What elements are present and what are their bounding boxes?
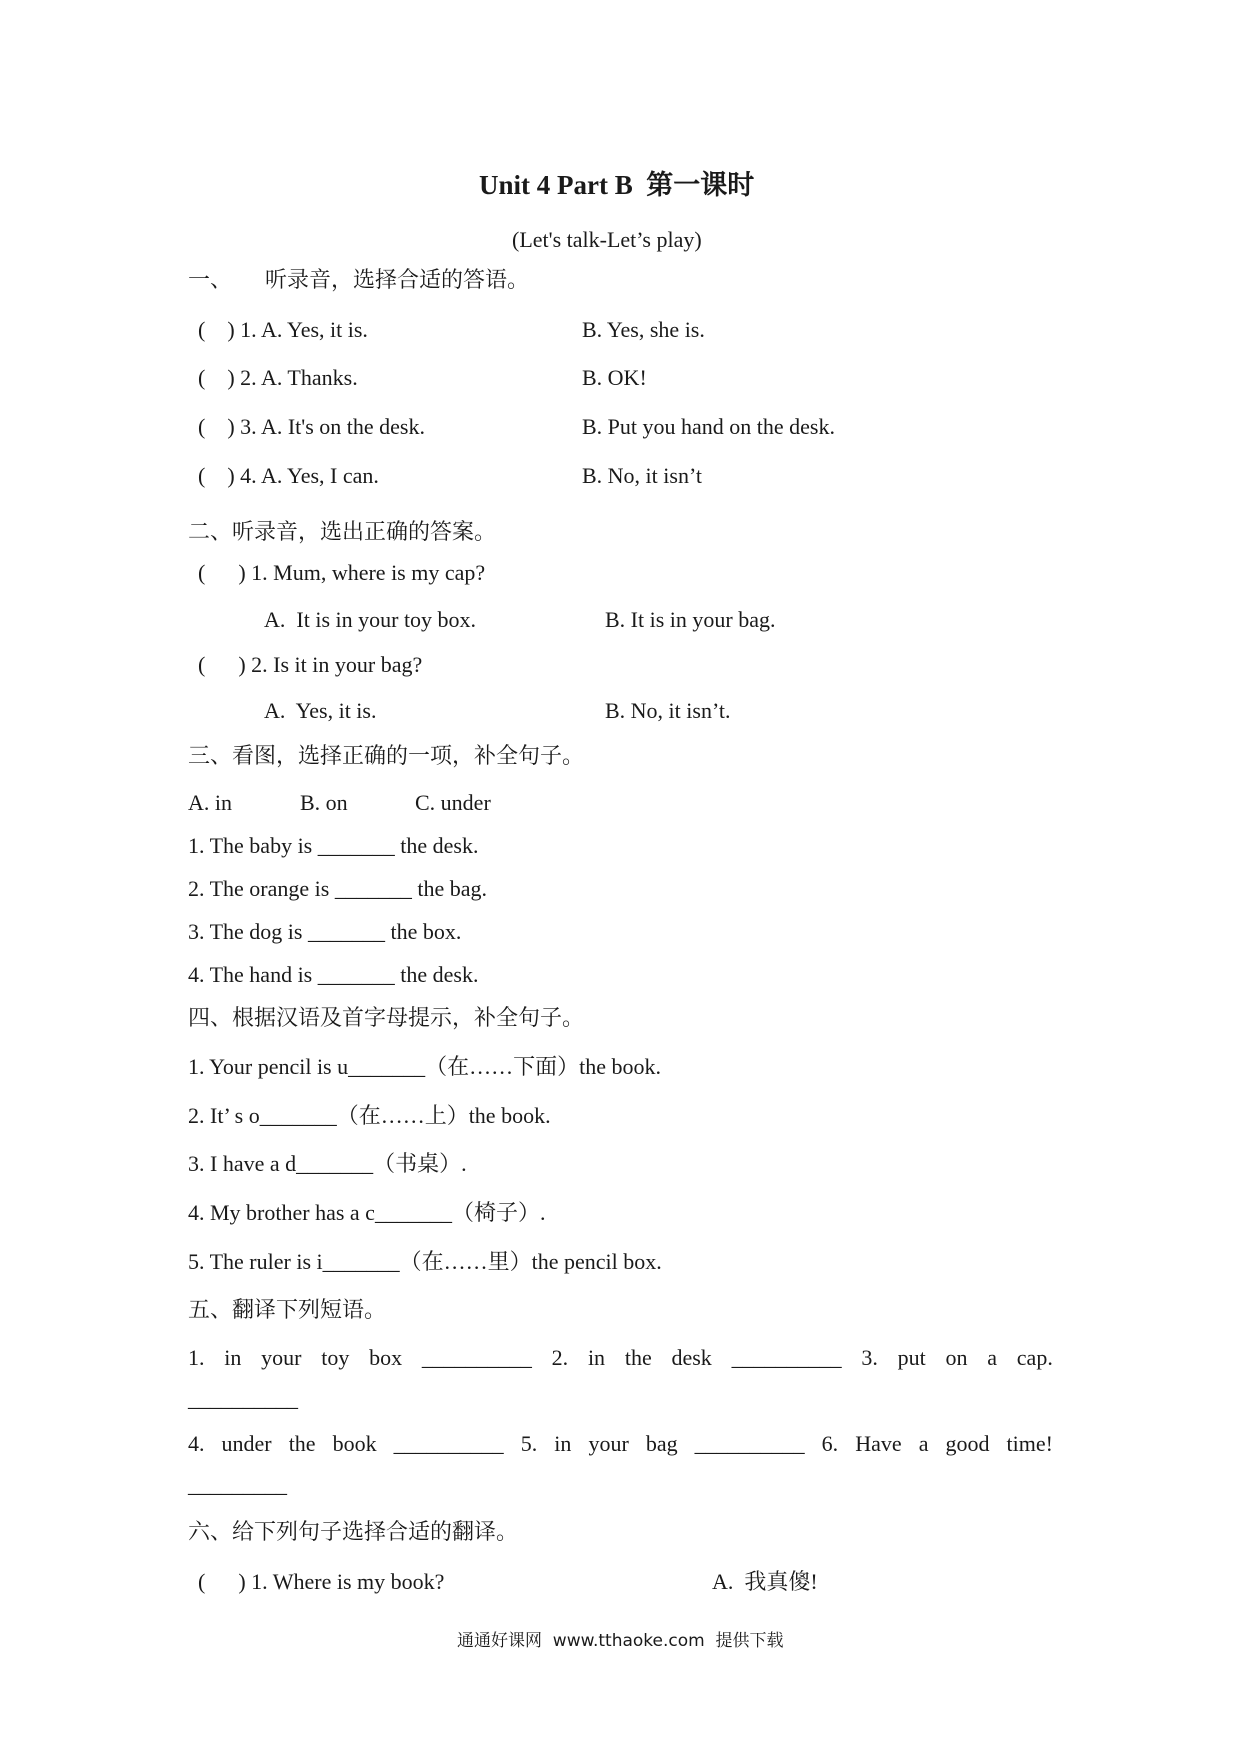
s1-q3: ( ) 3. A. It's on the desk. [198, 414, 425, 439]
s3-option-a: A. in [188, 790, 232, 815]
s5-row-1-word: in [587, 1345, 606, 1370]
s5-row-2-word: Have [855, 1431, 902, 1456]
s3-item-3: 3. The dog is _______ the box. [188, 919, 462, 944]
s3-item-1: 1. The baby is _______ the desk. [188, 833, 479, 858]
s5-row-2-word: book [332, 1431, 377, 1456]
section-6-heading: 六、给下列句子选择合适的翻译。 [188, 1519, 519, 1544]
s3-option-b: B. on [300, 790, 348, 815]
section-1-heading: 一、 听录音，选择合适的答语。 [188, 267, 530, 292]
s1-q4: ( ) 4. A. Yes, I can. [198, 463, 379, 488]
s5-row-1-word: put [897, 1345, 926, 1370]
s5-row-1-word: a [987, 1345, 998, 1370]
s2-q2-option-a: A. Yes, it is. [264, 698, 377, 723]
s6-q1: ( ) 1. Where is my book? [198, 1569, 445, 1594]
s5-row-2-word: good [945, 1431, 990, 1456]
s5-row-1-word: in [224, 1345, 242, 1370]
s5-row-1 [188, 1347, 1053, 1369]
s4-item-3: 3. I have a d_______（书桌）. [188, 1151, 467, 1176]
s5-row-1-answer-blank: __________ [188, 1386, 298, 1411]
s5-row-2-word: your [588, 1431, 629, 1456]
s1-q2: ( ) 2. A. Thanks. [198, 365, 358, 390]
s3-option-c: C. under [415, 790, 491, 815]
s5-row-2-word: 4. [188, 1431, 205, 1456]
s5-row-2-word: under [221, 1431, 272, 1456]
s5-row-2-blank: __________ [694, 1431, 805, 1456]
s2-q1-option-b: B. It is in your bag. [605, 607, 776, 632]
s1-q4-option-b: B. No, it isn’t [582, 463, 703, 488]
s5-row-2-word: bag [645, 1431, 678, 1456]
s3-item-2: 2. The orange is _______ the bag. [188, 876, 487, 901]
s2-q2: ( ) 2. Is it in your bag? [198, 652, 423, 677]
s1-q1-option-b: B. Yes, she is. [582, 317, 705, 342]
s1-q1: ( ) 1. A. Yes, it is. [198, 317, 368, 342]
s5-row-1-word: cap. [1016, 1345, 1053, 1370]
s5-row-1-word: your [261, 1345, 302, 1370]
s5-row-1-word: 2. [551, 1345, 569, 1370]
s4-item-1: 1. Your pencil is u_______（在……下面）the book. [188, 1054, 662, 1079]
s5-row-1-blank: __________ [731, 1345, 842, 1370]
s5-row-1-word: the [624, 1345, 652, 1370]
s5-row-2-word: 6. [821, 1431, 839, 1456]
s5-row-1-blank: __________ [421, 1345, 532, 1370]
s5-row-1-word: box [369, 1345, 403, 1370]
s5-row-2-word: a [918, 1431, 929, 1456]
s5-row-1-word: toy [321, 1345, 350, 1370]
s2-q2-option-b: B. No, it isn’t. [605, 698, 731, 723]
section-3-heading: 三、看图，选择正确的一项，补全句子。 [188, 743, 585, 768]
s1-q2-option-b: B. OK! [582, 365, 647, 390]
s3-item-4: 4. The hand is _______ the desk. [188, 962, 479, 987]
s5-row-1-word: 1. [188, 1345, 205, 1370]
page-title: Unit 4 Part B 第一课时 [479, 170, 755, 200]
page-subtitle: (Let's talk-Let’s play) [512, 227, 702, 252]
s4-item-5: 5. The ruler is i_______（在……里）the pencil box. [188, 1249, 662, 1274]
s5-row-2-word: the [288, 1431, 316, 1456]
s5-row-2 [188, 1433, 1053, 1455]
s1-q3-option-b: B. Put you hand on the desk. [582, 414, 835, 439]
s5-row-2-blank: __________ [393, 1431, 504, 1456]
s5-row-2-word: 5. [520, 1431, 538, 1456]
page-footer: 通通好课网 www.tthaoke.com 提供下载 [457, 1631, 784, 1651]
s5-row-1-word: 3. [861, 1345, 878, 1370]
s4-item-2: 2. It’ s o_______（在……上）the book. [188, 1103, 551, 1128]
s2-q1: ( ) 1. Mum, where is my cap? [198, 560, 486, 585]
s5-row-1-word: desk [671, 1345, 712, 1370]
section-2-heading: 二、听录音，选出正确的答案。 [188, 519, 497, 544]
s6-q1-option-a: A. 我真傻! [712, 1569, 818, 1594]
s5-row-2-word: in [554, 1431, 572, 1456]
s5-row-2-answer-blank: _________ [188, 1472, 287, 1497]
s5-row-1-word: on [945, 1345, 968, 1370]
s2-q1-option-a: A. It is in your toy box. [264, 607, 477, 632]
s4-item-4: 4. My brother has a c_______（椅子）. [188, 1200, 546, 1225]
section-4-heading: 四、根据汉语及首字母提示，补全句子。 [188, 1005, 585, 1030]
s5-row-2-word: time! [1006, 1431, 1053, 1456]
section-5-heading: 五、翻译下列短语。 [188, 1297, 387, 1322]
